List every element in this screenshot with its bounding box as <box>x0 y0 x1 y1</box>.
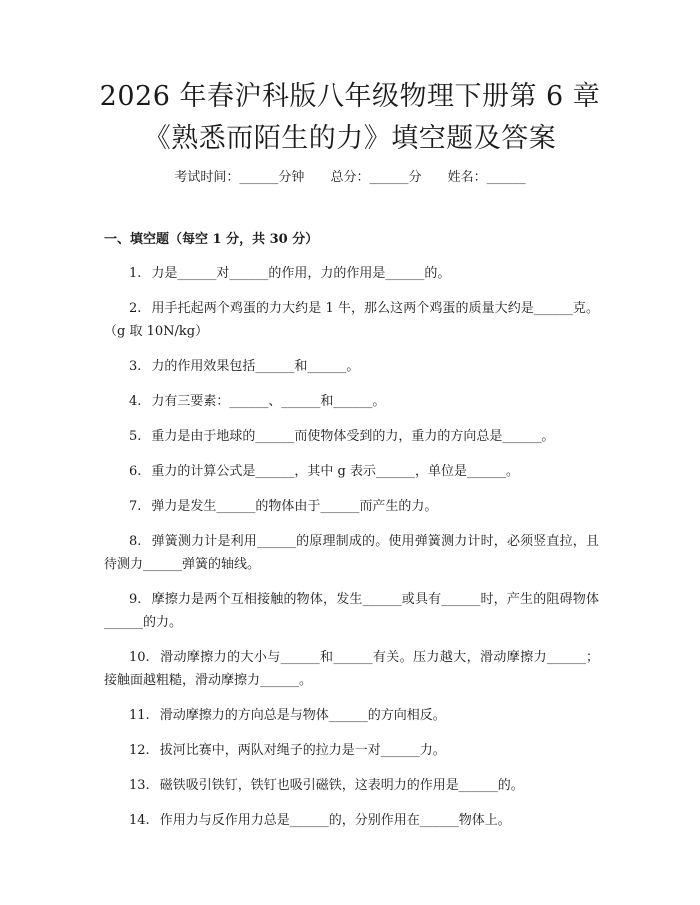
question-text: 弹力是发生______的物体由于______而产生的力。 <box>151 499 438 514</box>
question-text: 力有三要素：______、______和______。 <box>151 394 386 409</box>
question-number: 12. <box>129 743 150 758</box>
question-item <box>104 262 599 285</box>
student-name-field: 姓名：______ <box>447 170 526 185</box>
question-list <box>104 262 599 844</box>
question-item <box>104 739 599 762</box>
question-item <box>104 588 599 634</box>
question-text: 拔河比赛中，两队对绳子的拉力是一对______力。 <box>159 743 446 758</box>
document-title: 2026 年春沪科版八年级物理下册第 6 章《熟悉而陌生的力》填空题及答案 <box>99 81 601 154</box>
question-text: 滑动摩擦力的大小与______和______有关。压力越大，滑动摩擦力______；接触面越粗糙，滑动摩擦力______。 <box>104 650 599 688</box>
question-item <box>104 774 599 797</box>
question-text: 作用力与反作用力总是______的，分别作用在______物体上。 <box>159 813 511 828</box>
question-text: 力是______对______的作用，力的作用是______的。 <box>151 266 451 281</box>
question-item <box>104 646 599 692</box>
question-number: 11. <box>129 708 150 723</box>
total-score-field: 总分：______分 <box>330 170 422 185</box>
question-text: 力的作用效果包括______和______。 <box>151 359 360 374</box>
question-number: 7. <box>129 499 142 514</box>
question-number: 2. <box>129 301 142 316</box>
exam-meta <box>0 169 700 187</box>
question-item <box>104 425 599 448</box>
question-item <box>104 460 599 483</box>
question-text: 用手托起两个鸡蛋的力大约是 1 牛，那么这两个鸡蛋的质量大约是______克。（g 取 10N/kg） <box>104 301 599 339</box>
question-number: 8. <box>129 534 142 549</box>
exam-time-field: 考试时间：______分钟 <box>174 170 305 185</box>
question-number: 6. <box>129 464 142 479</box>
question-item <box>104 530 599 576</box>
question-number: 4. <box>129 394 142 409</box>
question-text: 滑动摩擦力的方向总是与物体______的方向相反。 <box>159 708 446 723</box>
question-number: 1. <box>129 266 142 281</box>
question-item <box>104 390 599 413</box>
section-heading: 一、填空题（每空 1 分，共 30 分） <box>104 232 319 247</box>
question-item <box>104 297 599 343</box>
question-text: 重力的计算公式是______，其中 g 表示______，单位是______。 <box>151 464 519 479</box>
question-number: 3. <box>129 359 142 374</box>
question-number: 5. <box>129 429 142 444</box>
question-number: 10. <box>129 650 150 665</box>
question-item <box>104 495 599 518</box>
question-item <box>104 809 599 832</box>
question-text: 重力是由于地球的______而使物体受到的力，重力的方向总是______。 <box>151 429 555 444</box>
question-item <box>104 355 599 378</box>
question-text: 摩擦力是两个互相接触的物体，发生______或具有______时，产生的阻碍物体______的力。 <box>104 592 599 630</box>
question-item <box>104 704 599 727</box>
question-text: 弹簧测力计是利用______的原理制成的。使用弹簧测力计时，必须竖直拉，且待测力______弹簧的轴线。 <box>104 534 599 572</box>
question-number: 14. <box>129 813 150 828</box>
question-number: 13. <box>129 778 150 793</box>
question-text: 磁铁吸引铁钉，铁钉也吸引磁铁，这表明力的作用是______的。 <box>159 778 524 793</box>
question-number: 9. <box>129 592 142 607</box>
